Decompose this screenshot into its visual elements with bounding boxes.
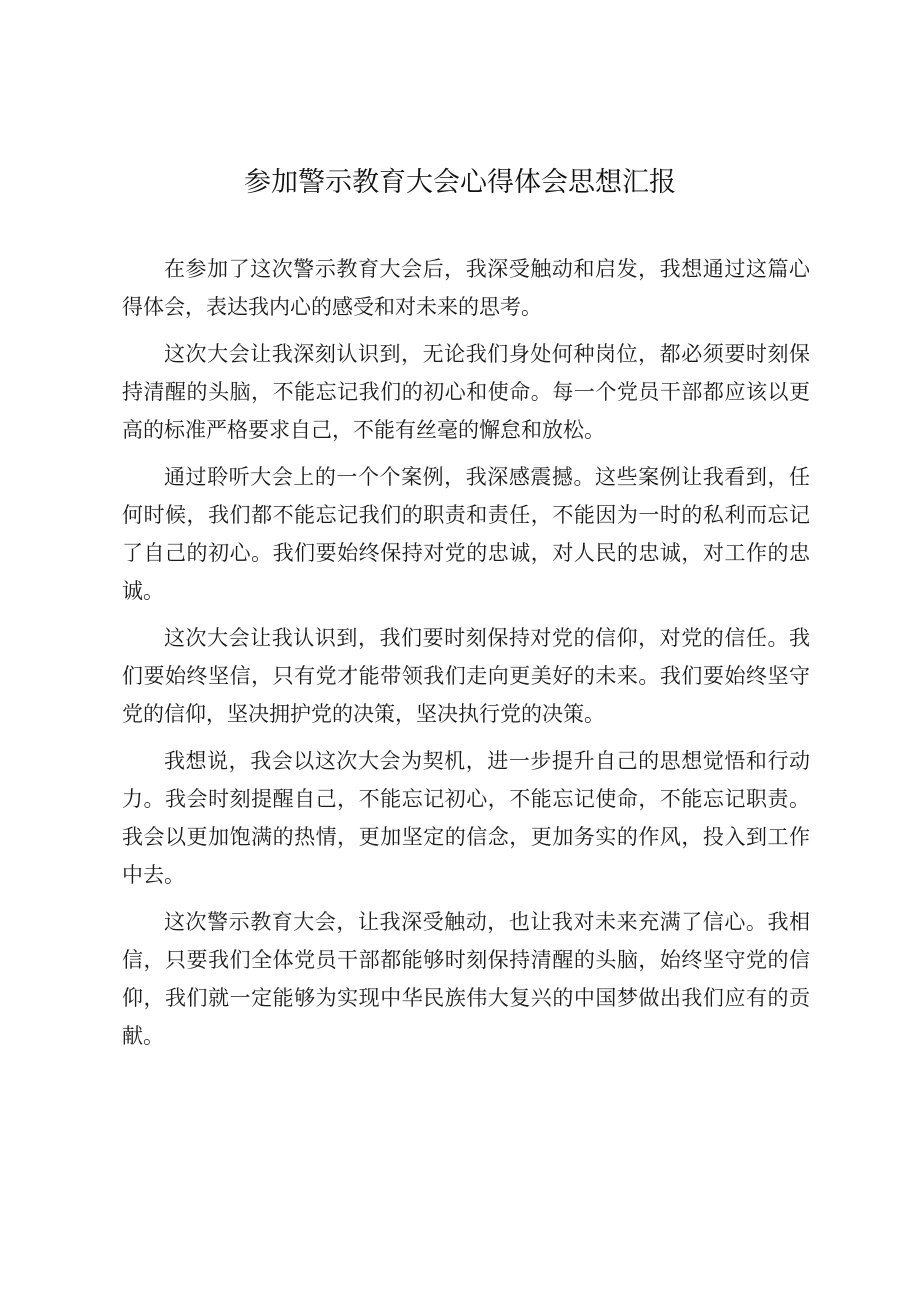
document-body <box>122 250 810 1064</box>
paragraph-2: 这次大会让我深刻认识到，无论我们身处何种岗位，都必须要时刻保持清醒的头脑，不能忘记我们的初心和使命。每一个党员干部都应该以更高的标准严格要求自己，不能有丝毫的懈怠和放松。 <box>122 342 810 442</box>
paragraph-4: 这次大会让我认识到，我们要时刻保持对党的信仰，对党的信任。我们要始终坚信，只有党才能带领我们走向更美好的未来。我们要始终坚守党的信仰，坚决拥护党的决策，坚决执行党的决策。 <box>122 626 810 726</box>
paragraph-6: 这次警示教育大会，让我深受触动，也让我对未来充满了信心。我相信，只要我们全体党员干部都能够时刻保持清醒的头脑，始终坚守党的信仰，我们就一定能够为实现中华民族伟大复兴的中国梦做出我们应有的贡献。 <box>122 910 810 1048</box>
page-title: 参加警示教育大会心得体会思想汇报 <box>244 167 676 198</box>
paragraph-5: 我想说，我会以这次大会为契机，进一步提升自己的思想觉悟和行动力。我会时刻提醒自己，不能忘记初心，不能忘记使命，不能忘记职责。我会以更加饱满的热情，更加坚定的信念，更加务实的作风，投入到工作中去。 <box>122 749 810 887</box>
paragraph-1: 在参加了这次警示教育大会后，我深受触动和启发，我想通过这篇心得体会，表达我内心的感受和对未来的思考。 <box>122 257 810 319</box>
paragraph-3: 通过聆听大会上的一个个案例，我深感震撼。这些案例让我看到，任何时候，我们都不能忘记我们的职责和责任，不能因为一时的私利而忘记了自己的初心。我们要始终保持对党的忠诚，对人民的忠诚，对工作的忠诚。 <box>122 465 810 603</box>
